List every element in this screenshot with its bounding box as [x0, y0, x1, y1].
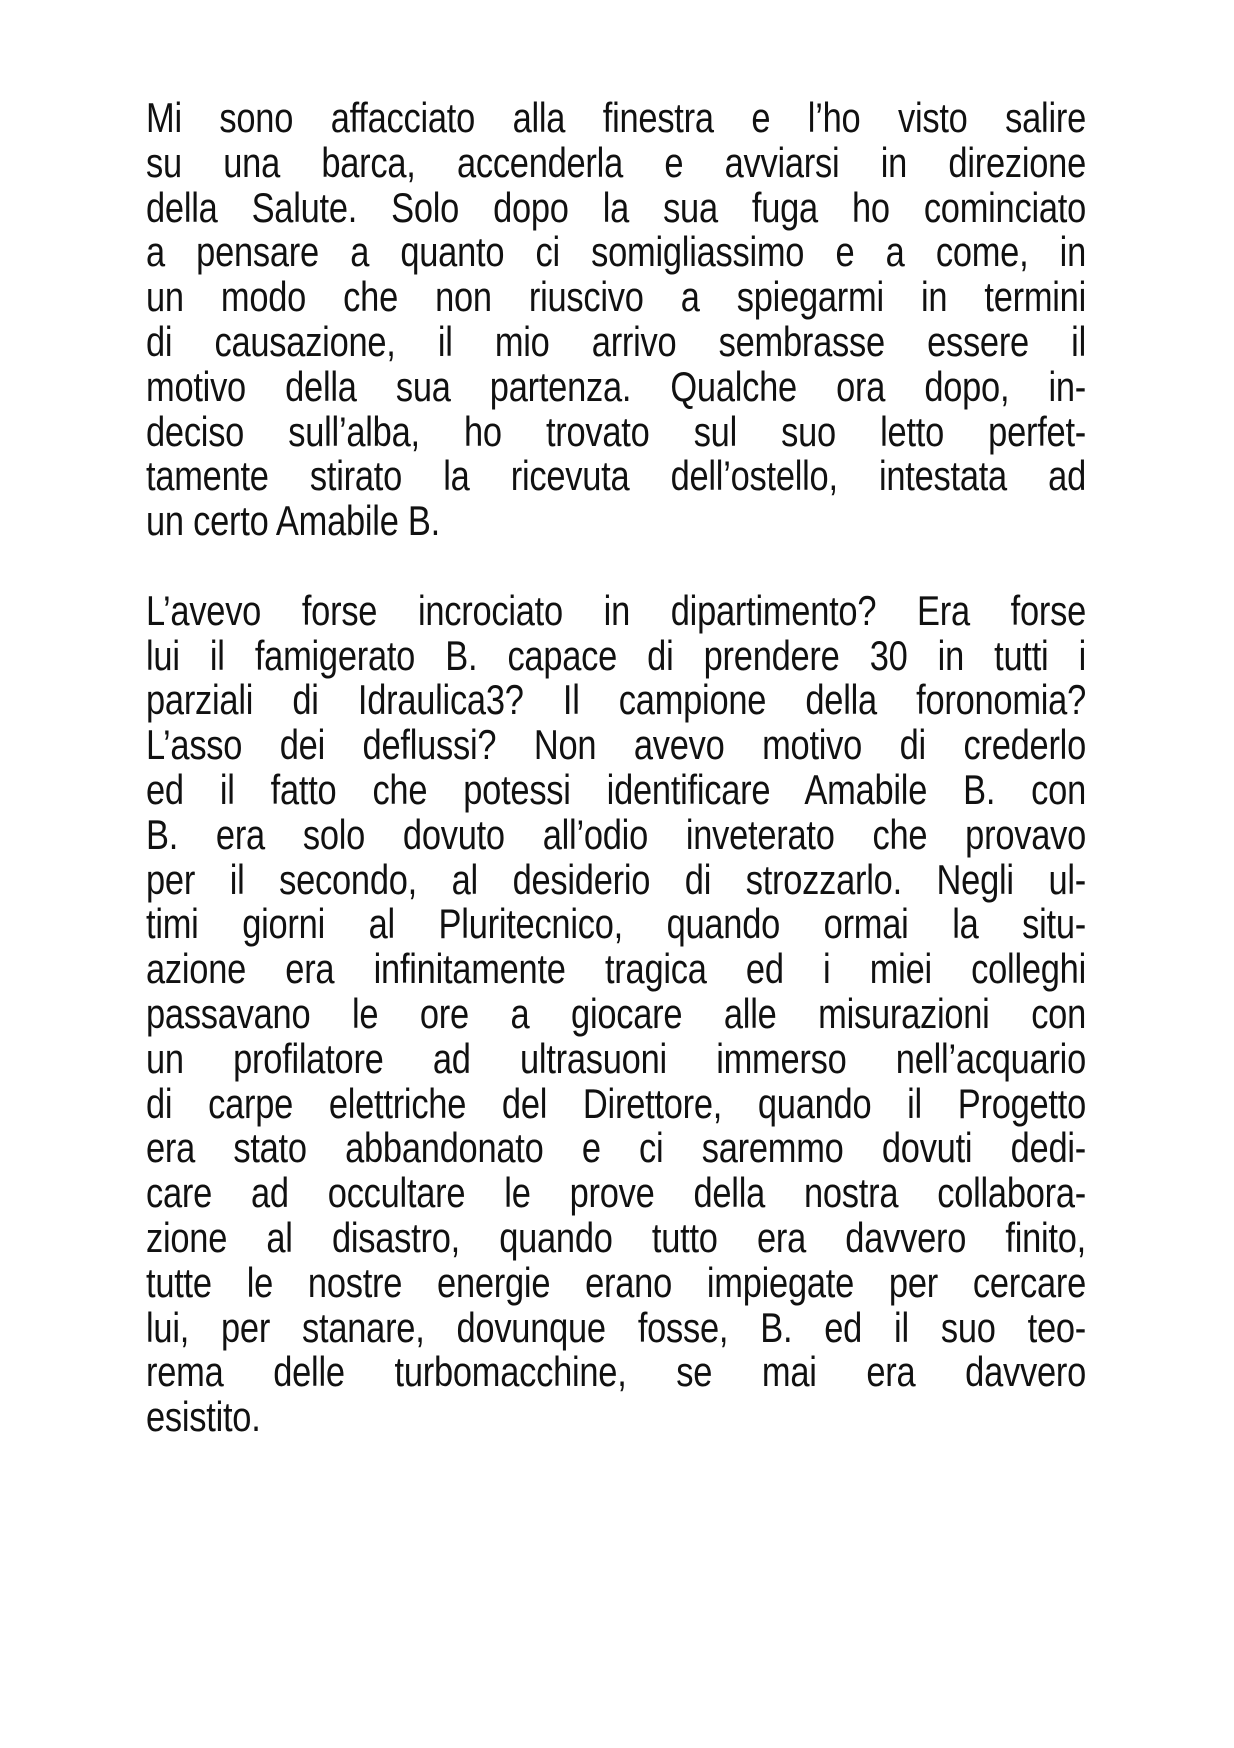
text-line: a pensare a quanto ci somigliassimo e a come, in: [146, 228, 1086, 276]
text-line: tamente stirato la ricevuta dell’ostello, intestata ad: [146, 452, 1086, 500]
body-text: [146, 96, 1086, 1440]
text-line: motivo della sua partenza. Qualche ora dopo, in-: [146, 362, 1086, 410]
text-line: lui il famigerato B. capace di prendere 30 in tutti i: [146, 631, 1086, 679]
text-line: lui, per stanare, dovunque fosse, B. ed il suo teo-: [146, 1303, 1086, 1351]
text-line: un certo Amabile B.: [146, 497, 440, 545]
text-line: esistito.: [146, 1393, 261, 1441]
text-line: un profilatore ad ultrasuoni immerso nell’acquario: [146, 1034, 1086, 1082]
text-line: per il secondo, al desiderio di strozzarlo. Negli ul-: [146, 855, 1086, 903]
text-line: di carpe elettriche del Direttore, quando il Progetto: [146, 1079, 1086, 1127]
text-line: azione era infinitamente tragica ed i miei colleghi: [146, 945, 1086, 993]
text-line: L’avevo forse incrociato in dipartimento? Era forse: [146, 586, 1086, 634]
text-line: di causazione, il mio arrivo sembrasse essere il: [146, 317, 1086, 365]
text-line: timi giorni al Pluritecnico, quando ormai la situ-: [146, 900, 1086, 948]
paragraph-2: [146, 586, 1086, 1441]
text-line: parziali di Idraulica3? Il campione della foronomia?: [146, 676, 1086, 724]
text-line: zione al disastro, quando tutto era davvero finito,: [146, 1213, 1086, 1261]
text-line: passavano le ore a giocare alle misurazioni con: [146, 989, 1086, 1037]
text-line: B. era solo dovuto all’odio inveterato che provavo: [146, 810, 1086, 858]
text-line: deciso sull’alba, ho trovato sul suo letto perfet-: [146, 407, 1086, 455]
text-line: care ad occultare le prove della nostra collabora-: [146, 1169, 1086, 1217]
text-line: rema delle turbomacchine, se mai era davvero: [146, 1348, 1086, 1396]
text-line: un modo che non riuscivo a spiegarmi in termini: [146, 273, 1086, 321]
text-line: tutte le nostre energie erano impiegate per cercare: [146, 1258, 1086, 1306]
text-line: ed il fatto che potessi identificare Amabile B. con: [146, 765, 1086, 813]
text-line: della Salute. Solo dopo la sua fuga ho cominciato: [146, 183, 1086, 231]
text-line: L’asso dei deflussi? Non avevo motivo di crederlo: [146, 721, 1086, 769]
text-line: era stato abbandonato e ci saremmo dovuti dedi-: [146, 1124, 1086, 1172]
text-line: Mi sono affacciato alla finestra e l’ho visto salire: [146, 94, 1086, 141]
text-line: su una barca, accenderla e avviarsi in direzione: [146, 138, 1086, 186]
paragraph-1: [146, 96, 1086, 544]
